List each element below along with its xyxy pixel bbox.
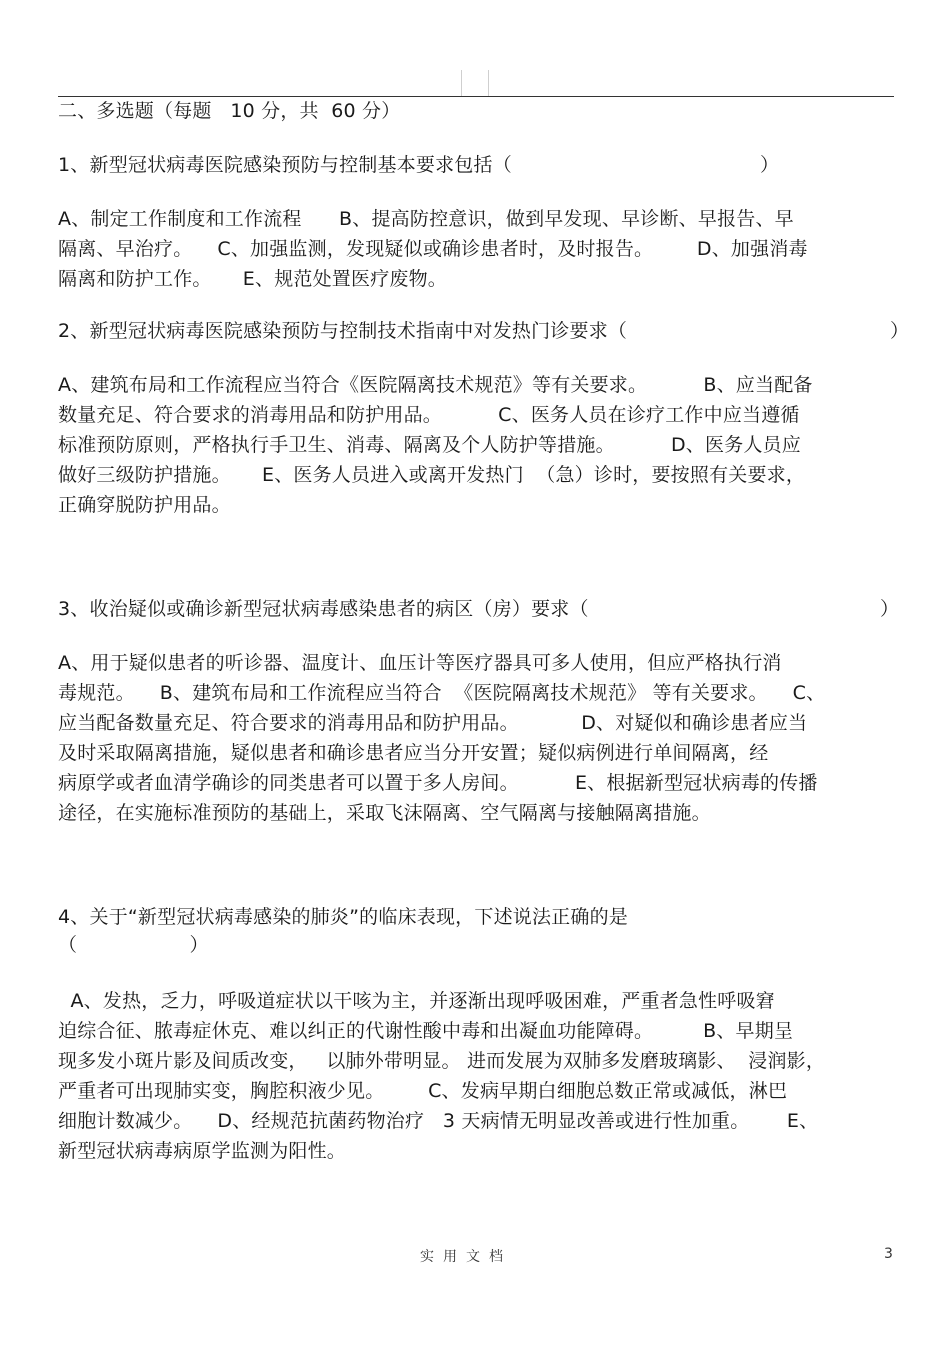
question-3-options-line: A、用于疑似患者的听诊器、温度计、血压计等医疗器具可多人使用，但应严格执行消 (58, 652, 782, 674)
question-3-options-line: 应当配备数量充足、符合要求的消毒用品和防护用品。 D、对疑似和确诊患者应当 (58, 712, 808, 734)
question-2-options-line: 正确穿脱防护用品。 (58, 494, 231, 516)
question-4-options-line: 迫综合征、脓毒症休克、难以纠正的代谢性酸中毒和出凝血功能障碍。 B、早期呈 (58, 1020, 794, 1042)
question-4-options-line: 新型冠状病毒病原学监测为阳性。 (58, 1140, 347, 1162)
question-2-answer-close: ） (890, 320, 910, 342)
section-title: 二、多选题（每题 10 分，共 60 分） (58, 100, 401, 122)
question-1-options-line: A、制定工作制度和工作流程 B、提高防控意识，做到早发现、早诊断、早报告、早 (58, 208, 794, 230)
question-1-answer-close: ） (760, 154, 780, 176)
question-4-options-line: 严重者可出现肺实变，胸腔积液少见。 C、发病早期白细胞总数正常或减低，淋巴 (58, 1080, 788, 1102)
question-2-options-line: 数量充足、符合要求的消毒用品和防护用品。 C、医务人员在诊疗工作中应当遵循 (58, 404, 800, 426)
page-number: 3 (884, 1246, 893, 1262)
question-4-answer-blank: （ ） (58, 934, 209, 956)
question-4-options-line: A、发热，乏力，呼吸道症状以干咳为主，并逐渐出现呼吸困难，严重者急性呼吸窘 (58, 990, 775, 1012)
question-3-options-line: 途径，在实施标准预防的基础上，采取飞沫隔离、空气隔离与接触隔离措施。 (58, 802, 711, 824)
header-marks (461, 70, 489, 96)
question-3-answer-close: ） (880, 598, 900, 620)
question-4-options-line: 细胞计数减少。 D、经规范抗菌药物治疗 3 天病情无明显改善或进行性加重。 E、 (58, 1110, 819, 1132)
question-2-options-line: 做好三级防护措施。 E、医务人员进入或离开发热门 （急）诊时，要按照有关要求， (58, 464, 806, 486)
question-3-stem: 3、收治疑似或确诊新型冠状病毒感染患者的病区（房）要求（ (58, 598, 589, 620)
question-4-stem: 4、关于“新型冠状病毒感染的肺炎”的临床表现，下述说法正确的是 (58, 906, 628, 928)
question-1-options-line: 隔离、早治疗。 C、加强监测，发现疑似或确诊患者时，及时报告。 D、加强消毒 (58, 238, 808, 260)
question-3-options-line: 病原学或者血清学确诊的同类患者可以置于多人房间。 E、根据新型冠状病毒的传播 (58, 772, 818, 794)
question-2-options-line: 标准预防原则，严格执行手卫生、消毒、隔离及个人防护等措施。 D、医务人员应 (58, 434, 801, 456)
footer-text: 实用文档 (420, 1249, 512, 1265)
question-4-options-line: 现多发小斑片影及间质改变， 以肺外带明显。 进而发展为双肺多发磨玻璃影、 浸润影， (58, 1050, 826, 1072)
question-3-options-line: 及时采取隔离措施，疑似患者和确诊患者应当分开安置；疑似病例进行单间隔离，经 (58, 742, 769, 764)
question-1-options-line: 隔离和防护工作。 E、规范处置医疗废物。 (58, 268, 448, 290)
question-2-options-line: A、建筑布局和工作流程应当符合《医院隔离技术规范》等有关要求。 B、应当配备 (58, 374, 813, 396)
question-2-stem: 2、新型冠状病毒医院感染预防与控制技术指南中对发热门诊要求（ (58, 320, 628, 342)
question-3-options-line: 毒规范。 B、建筑布局和工作流程应当符合 《医院隔离技术规范》 等有关要求。 C、 (58, 682, 826, 704)
question-1-stem: 1、新型冠状病毒医院感染预防与控制基本要求包括（ (58, 154, 512, 176)
